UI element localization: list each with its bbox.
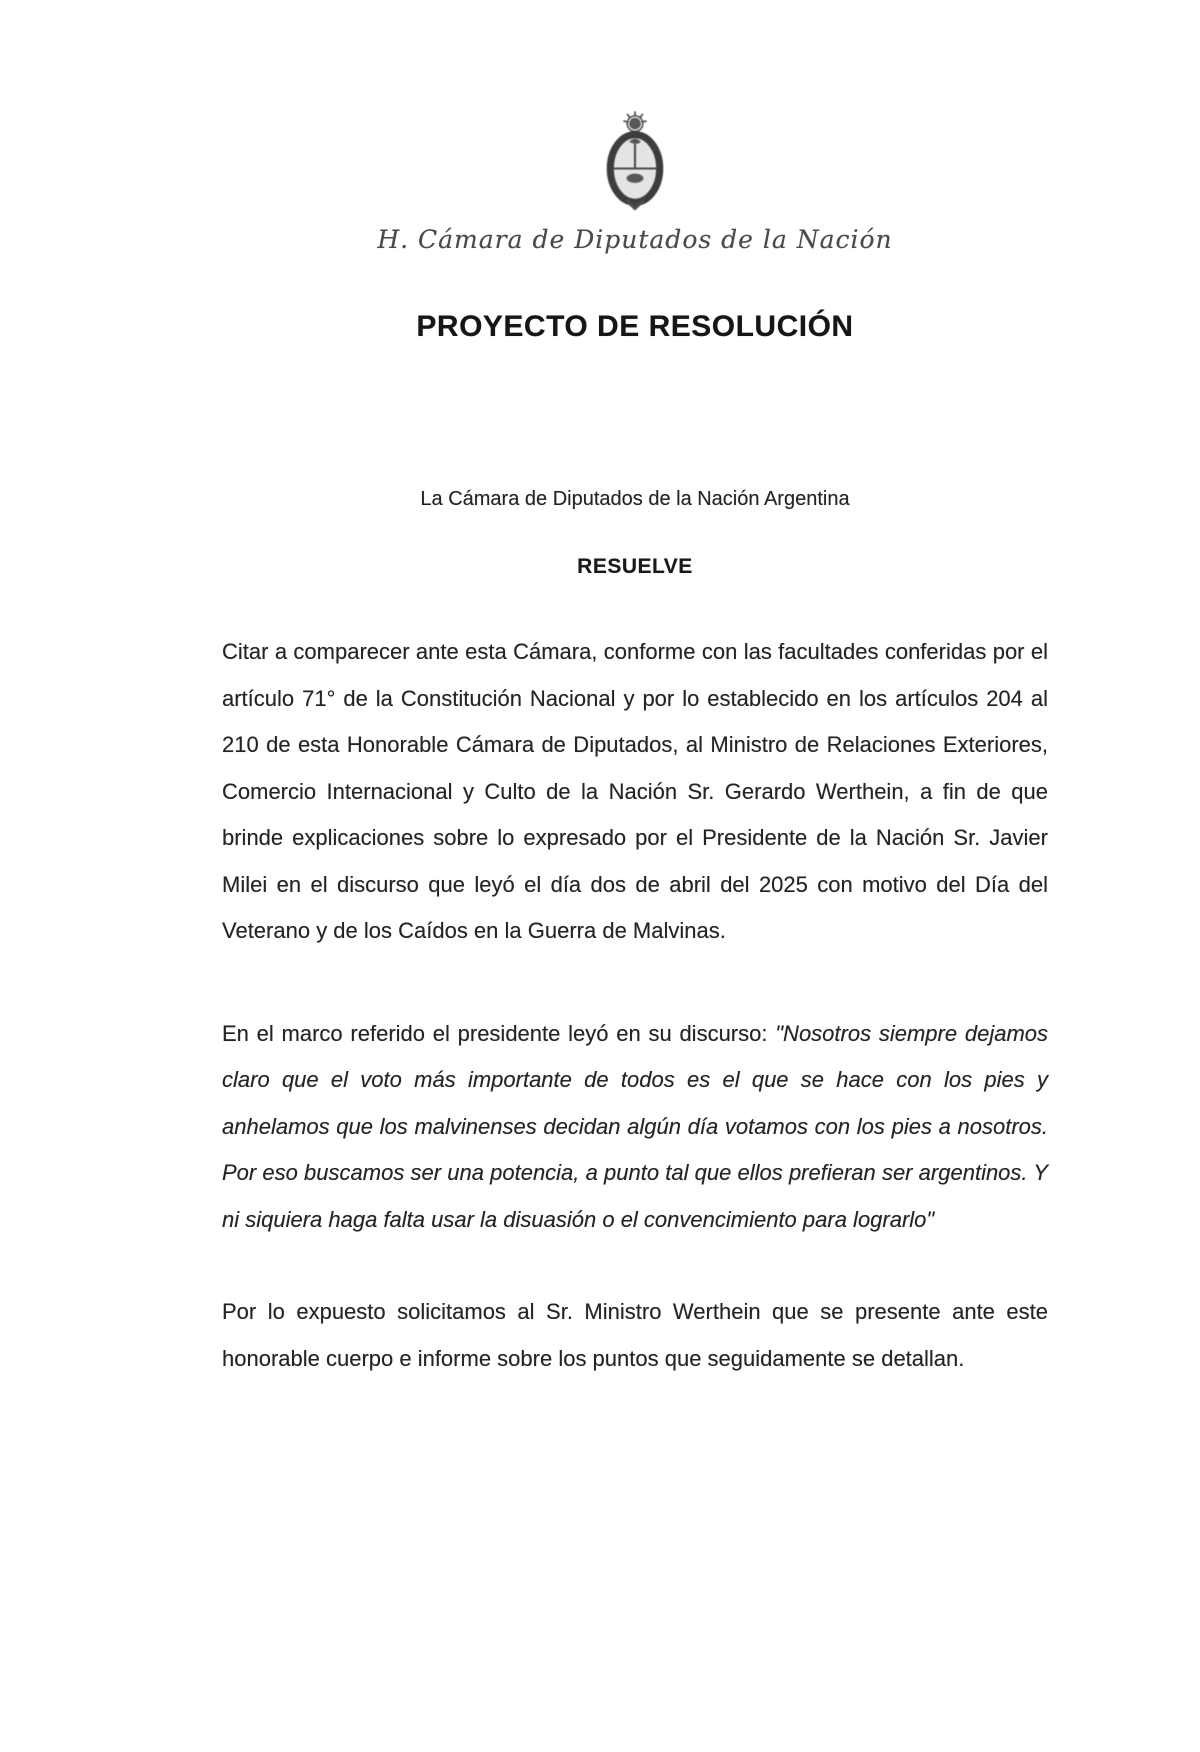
quote-intro-text: En el marco referido el presidente leyó en su discurso: [222,1020,776,1046]
paragraph-presidential-quote [222,1011,1048,1244]
document-content [222,0,1048,1382]
section-heading-resuelve: RESUELVE [577,555,693,578]
paragraph-citation: Citar a comparecer ante esta Cámara, conforme con las facultades conferidas por el artículo 71° de la Constitución Nacional y por lo establecido en los artículos 204 al 210 de esta Honorable Cámara de Diputados, al Ministro de Relaciones Exteriores, Comercio Internacional y Culto de la Nación Sr. Gerardo Werthein, a fin de que brinde explicaciones sobre lo expresado por el Presidente de la Nación Sr. Javier Milei en el discurso que leyó el día dos de abril del 2025 con motivo del Día del Veterano y de los Caídos en la Guerra de Malvinas. [222,639,1048,943]
document-title: PROYECTO DE RESOLUCIÓN [416,310,854,343]
institution-name: H. Cámara de Diputados de la Nación [377,225,893,254]
argentine-coat-of-arms-icon [596,110,674,214]
document-header [222,0,1048,254]
quote-italic-text: "Nosotros siempre dejamos claro que el voto más importante de todos es el que se hace con los pies y anhelamos que los malvinenses decidan algún día votamos con los pies a nosotros. Por eso buscamos ser una potencia, a punto tal que ellos prefieran ser argentinos. Y ni siquiera haga falta usar la disuasión o el convencimiento para lograrlo" [222,1020,1048,1232]
chamber-line: La Cámara de Diputados de la Nación Argentina [420,488,850,510]
paragraph-request: Por lo expuesto solicitamos al Sr. Ministro Werthein que se presente ante este honorable cuerpo e informe sobre los puntos que seguidamente se detallan. [222,1299,1048,1371]
